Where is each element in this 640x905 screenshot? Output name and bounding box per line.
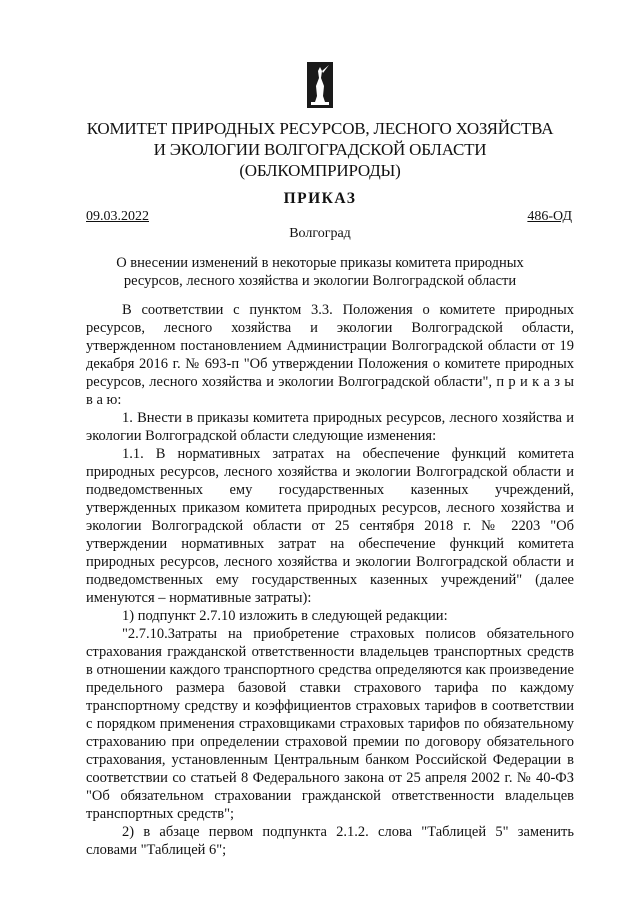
subject-line-2: ресурсов, лесного хозяйства и экологии Волгоградской области <box>123 273 517 289</box>
document-number: 486-ОД <box>527 209 572 224</box>
paragraph-item-1-1: 1.1. В нормативных затратах на обеспечение функций комитета природных ресурсов, лесного хозяйства и экологии Волгоградской области и подведомственных ему государственных казенных учреждений, утвержденных приказом комитета природных ресурсов, лесного хозяйства и экологии Волгоградской области от 25 сентября 2018 г. № 2203 "Об утверждении нормативных затрат на обеспечение функций комитета природных ресурсов, лесного хозяйства и экологии Волгоградской области и подведомственных ему государственных казенных учреждений" (далее именуются – нормативные затраты): <box>86 446 574 606</box>
paragraph-quote-2-7-10: "2.7.10.Затраты на приобретение страховых полисов обязательного страхования гражданской ответственности владельцев транспортных средств в отношении каждого транспортного средства определяются как произведение предельного размера базовой ставки страхового тарифа по каждому транспортному средству и коэффициентов страховых тарифов в соответствии с порядком применения страховщиками страховых тарифов по обязательному страхованию при определении страховой премии по договору обязательного страхования, установленным Центральным банком Российской Федерации в соответствии со статьей 8 Федерального закона от 25 апреля 2002 г. № 40-ФЗ "Об обязательном страховании гражданской ответственности владельцев транспортных средств"; <box>86 626 574 822</box>
document-city: Волгоград <box>289 226 351 241</box>
org-line-3: (ОБЛКОМПРИРОДЫ) <box>239 161 401 180</box>
document-date: 09.03.2022 <box>86 209 149 224</box>
paragraph-subitem-1: 1) подпункт 2.7.10 изложить в следующей редакции: <box>122 608 448 624</box>
document-type: ПРИКАЗ <box>283 190 357 207</box>
paragraph-preamble: В соответствии с пунктом 3.3. Положения о комитете природных ресурсов, лесного хозяйства и экологии Волгоградской области, утвержденном постановлением Администрации Волгоградской области от 19 декабря 2016 г. № 693-п "Об утверждении Положения о комитете природных ресурсов, лесного хозяйства и экологии Волгоградской области", п р и к а з ы в а ю: <box>86 302 574 408</box>
org-line-2: И ЭКОЛОГИИ ВОЛГОГРАДСКОЙ ОБЛАСТИ <box>153 140 487 159</box>
org-line-1: КОМИТЕТ ПРИРОДНЫХ РЕСУРСОВ, ЛЕСНОГО ХОЗЯЙСТВА <box>86 119 554 138</box>
volgograd-emblem-icon <box>307 62 333 108</box>
document-body <box>86 301 574 859</box>
subject-line-1: О внесении изменений в некоторые приказы комитета природных <box>116 255 524 271</box>
paragraph-item-1: 1. Внести в приказы комитета природных ресурсов, лесного хозяйства и экологии Волгоградской области следующие изменения: <box>86 410 574 444</box>
document-subject <box>80 254 560 290</box>
organization-name <box>60 118 580 181</box>
paragraph-subitem-2: 2) в абзаце первом подпункта 2.1.2. слова "Таблицей 5" заменить словами "Таблицей 6"; <box>86 824 574 858</box>
